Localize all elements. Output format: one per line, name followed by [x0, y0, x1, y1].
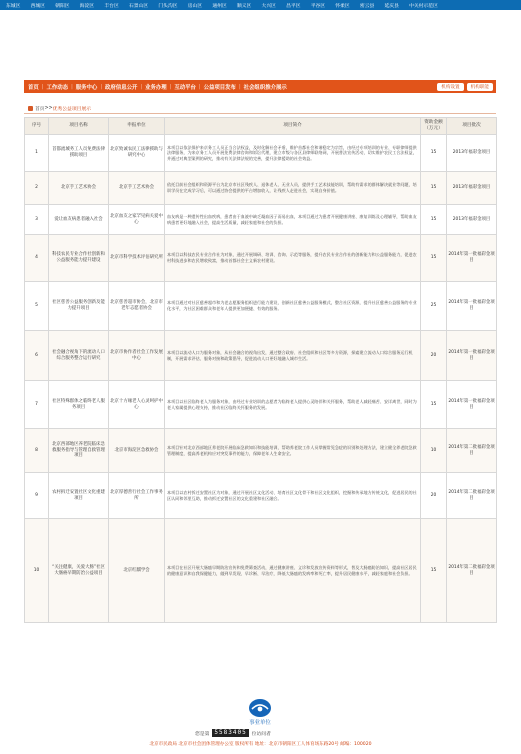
- row-number: 10: [25, 519, 49, 623]
- counter-prefix: 您是第: [195, 731, 210, 737]
- project-batch: 2014年第二批福彩金项目: [447, 473, 497, 519]
- project-batch: 2013年福彩金项目: [447, 135, 497, 172]
- project-name[interactable]: 北京西部地区养老院临床急救服务指导与管理自救管理项目: [49, 429, 109, 473]
- row-number: 7: [25, 381, 49, 429]
- project-intro: 本项目以社区临终老人为服务对象，由经过专业培训的志愿者为临终老人提供心灵陪伴和关怀服务，帮助老人减轻痛苦、安详离世，同时为老人家属提供心理支持，推动社区临终关怀服务的发展。: [165, 381, 421, 429]
- project-batch: 2013年福彩金项目: [447, 172, 497, 205]
- applicant-org: 北京手工艺术协会: [109, 172, 165, 205]
- project-name[interactable]: 科技农民专业合作社创新和公益服务能力提升建设: [49, 235, 109, 282]
- row-number: 9: [25, 473, 49, 519]
- table-row: [25, 519, 497, 623]
- applicant-org: 北京致诚农民工法律援助与研究中心: [109, 135, 165, 172]
- project-batch: 2014年第一批福彩金项目: [447, 235, 497, 282]
- nav-right-buttons: [437, 83, 493, 91]
- district-link[interactable]: 大兴区: [261, 3, 276, 9]
- funding-amount: 15: [421, 172, 447, 205]
- applicant-org: 北京市协作者社会工作发展中心: [109, 331, 165, 381]
- district-link[interactable]: 延庆县: [384, 3, 399, 9]
- project-batch: 2014年第一批福彩金项目: [447, 381, 497, 429]
- applicant-org: 北京十方缘老人心灵呵护中心: [109, 381, 165, 429]
- home-icon: [28, 106, 33, 111]
- project-intro: 依托目前社会组织和资源平台为北京市社区残疾人、退休老人、无业人员，提供手工艺术技能培训，帮助有需求的群体解决就业等问题，培训学员在完成学习后，可以通过协会提供的平台增加收入，让残疾人走进社会，实现自身价值。: [165, 172, 421, 205]
- funding-amount: 15: [421, 205, 447, 235]
- district-link[interactable]: 中关村示范区: [409, 3, 438, 9]
- table-header-row: [25, 118, 497, 135]
- counter-digits: 5583405: [214, 729, 247, 736]
- district-link[interactable]: 平谷区: [310, 3, 326, 9]
- breadcrumb-home[interactable]: 首页: [35, 107, 45, 112]
- funding-amount: 20: [421, 473, 447, 519]
- table-row: [25, 205, 497, 235]
- table-row: [25, 331, 497, 381]
- table-row: [25, 135, 497, 172]
- project-name[interactable]: “关注健康，关爱大肠”社区大肠癌早期防治公益项目: [49, 519, 109, 623]
- col-header-name: 项目名称: [49, 118, 109, 135]
- funding-amount: 15: [421, 235, 447, 282]
- nav-separator: |: [238, 83, 241, 90]
- project-name[interactable]: 爱让血友病患者融入社会: [49, 205, 109, 235]
- row-number: 3: [25, 205, 49, 235]
- breadcrumb: [24, 104, 496, 114]
- district-link[interactable]: 密云县: [359, 3, 375, 9]
- district-link[interactable]: 石景山区: [128, 3, 149, 9]
- district-link[interactable]: 通州区: [212, 3, 227, 9]
- project-name[interactable]: 农村拆迁安置社区文化重建项目: [49, 473, 109, 519]
- district-bar: [0, 0, 521, 10]
- col-header-amount: 资助金额（万元）: [421, 118, 447, 135]
- funding-amount: 10: [421, 429, 447, 473]
- row-number: 4: [25, 235, 49, 282]
- table-row: [25, 473, 497, 519]
- project-name[interactable]: 首都流城务工人员免费法律援助项目: [49, 135, 109, 172]
- funding-amount: 15: [421, 519, 447, 623]
- project-batch: 2014年第一批福彩金项目: [447, 282, 497, 331]
- row-number: 1: [25, 135, 49, 172]
- logo-text: 事业单位: [249, 720, 271, 726]
- district-link[interactable]: 门头沟区: [158, 3, 178, 9]
- funding-amount: 15: [421, 381, 447, 429]
- nav-item[interactable]: 互动平台: [174, 84, 196, 91]
- applicant-org: 北京市科学技术评估研究所: [109, 235, 165, 282]
- nav-separator: |: [71, 83, 73, 90]
- org-structure-button[interactable]: 机构设置: [437, 83, 463, 91]
- breadcrumb-separator: >>: [44, 106, 53, 111]
- project-name[interactable]: 社区慈善公益服务创新及能力提升项目: [49, 282, 109, 331]
- counter-suffix: 位访问者: [251, 731, 271, 737]
- project-batch: 2014年第二批福彩金项目: [447, 519, 497, 623]
- project-batch: 2014年第一批福彩金项目: [447, 331, 497, 381]
- table-row: [25, 429, 497, 473]
- row-number: 2: [25, 172, 49, 205]
- nav-separator: |: [198, 83, 201, 90]
- table-row: [25, 235, 497, 282]
- district-link[interactable]: 东城区: [6, 3, 21, 9]
- nav-item[interactable]: 业务办理: [145, 84, 167, 91]
- nav-separator: |: [41, 83, 44, 90]
- applicant-org: 北京红麒学会: [109, 519, 165, 623]
- col-header-batch: 项目批次: [447, 118, 497, 135]
- nav-item[interactable]: 公益项目发布: [203, 84, 236, 91]
- row-number: 8: [25, 429, 49, 473]
- district-link[interactable]: 朝阳区: [55, 3, 70, 9]
- table-row: [25, 381, 497, 429]
- project-intro: 本项目在社区开展大肠癌早期防治宣传和免费筛查活动，通过健康讲座、义诊和发放宣传资料等形式，普及大肠癌防治知识，提高社区居民的健康意识和自我保健能力，做到早发现、早诊断、早治疗，降低大肠癌的发病率和死亡率，提升居民健康水平，减轻家庭和社会负担。: [165, 519, 421, 623]
- row-number: 6: [25, 331, 49, 381]
- project-batch: 2013年福彩金项目: [447, 205, 497, 235]
- table-body: [25, 135, 497, 623]
- project-intro: 本项目以依法保护来京务工人员正当合法权益，及时化解社会矛盾，维护首都社会和谐稳定为宗旨，由经过专项培训的专业、专职律师提供法律服务，为来京务工人员开展免费法律咨询和诉讼代理，建立市级与各区县律师联络网，开展普法宣传活动，切实维护农民工合法权益，并通过对典型案例的研究，推动有关法律法规的完善，提升法律援助的社会效益。: [165, 135, 421, 172]
- col-header-org: 申报单位: [109, 118, 165, 135]
- breadcrumb-current: 优秀公益项目展示: [52, 107, 92, 112]
- visitor-counter: [195, 728, 335, 738]
- row-number: 5: [25, 282, 49, 331]
- project-intro: 本项目通过对社区慈善超市和为老志愿服务组织进行能力建设，创新社区慈善公益服务模式，整合社区资源，提升社区慈善公益服务的专业化水平，为社区困难群众和老年人提供更加便捷、有效的服务。: [165, 282, 421, 331]
- nav-item[interactable]: 工作动态: [46, 84, 69, 91]
- project-intro: 本项目针对北京西部地区养老院开展临床急救知识和技能培训，帮助养老院工作人员掌握常见急症的识别和处理方法，建立健全养老院急救管理制度，提高养老机构应对突发事件的能力，保障老年人生命安全。: [165, 429, 421, 473]
- project-name[interactable]: 社区特殊群体之临终老人服务项目: [49, 381, 109, 429]
- project-intro: 本项目以农村拆迁安置社区为对象，通过开展社区文化活动、培育社区文化骨干和社区文化组织，挖掘和传承地方传统文化，促进居民的社区认同和邻里互助，推动拆迁安置社区的文化重建和社区融合。: [165, 473, 421, 519]
- nav-separator: |: [140, 83, 143, 90]
- district-link[interactable]: 顺义区: [236, 3, 252, 9]
- district-link[interactable]: 昌平区: [286, 3, 301, 9]
- project-name[interactable]: 社会融合视角下的流动人口综合服务整合运行研究: [49, 331, 109, 381]
- table-row: [25, 172, 497, 205]
- main-nav: [24, 80, 496, 93]
- col-header-intro: 项目简介: [165, 118, 421, 135]
- project-batch: 2014年第二批福彩金项目: [447, 429, 497, 473]
- funding-amount: 15: [421, 135, 447, 172]
- footer-copyright: 北京市民政局 北京市社会团体管理办公室 版权所有 地址：北京市朝阳区工人体育场东路20号 邮编：100020: [149, 742, 372, 747]
- nav-item[interactable]: 社会组织推介展示: [243, 84, 287, 91]
- applicant-org: 北京慈善超市协会，北京市老年志愿者协会: [109, 282, 165, 331]
- project-intro: 血友病是一种遗传性出血疾病，患者由于血液中缺乏凝血因子而易出血，本项目通过为患者开展健康讲座、康复训练及心理辅导，帮助血友病患者更好地融入社会，提高生活质量，减轻家庭和社会的负担。: [165, 205, 421, 235]
- col-header-no: 序号: [25, 118, 49, 135]
- funding-amount: 20: [421, 331, 447, 381]
- applicant-org: 北京厚德善行社会工作事务所: [109, 473, 165, 519]
- table-row: [25, 282, 497, 331]
- project-intro: 本项目以科技农民专业合作社为对象，通过开展调研、培训、咨询、示范等服务，提升农民专业合作社的创新能力和公益服务能力，促进农村科技进步和农民增收致富，推动首都社会主义新农村建设。: [165, 235, 421, 282]
- nav-item[interactable]: 首页: [28, 84, 39, 91]
- applicant-org: 北京市海淀区急救协会: [109, 429, 165, 473]
- district-link[interactable]: 丰台区: [104, 3, 119, 9]
- district-link[interactable]: 西城区: [30, 3, 45, 9]
- district-link[interactable]: 怀柔区: [335, 3, 350, 9]
- nav-item[interactable]: 政府信息公开: [105, 84, 138, 91]
- nav-separator: |: [169, 83, 172, 90]
- project-table: [24, 117, 497, 623]
- institution-logo: [233, 697, 287, 727]
- org-function-button[interactable]: 机构职能: [467, 83, 493, 91]
- district-link[interactable]: 房山区: [187, 3, 203, 9]
- district-link[interactable]: 海淀区: [79, 3, 95, 9]
- applicant-org: 北京血友之家罕见病关爱中心: [109, 205, 165, 235]
- nav-item[interactable]: 服务中心: [75, 84, 98, 91]
- nav-separator: |: [100, 83, 103, 90]
- project-intro: 本项目以流动人口为服务对象，从社会融合的视角出发，通过整合政府、社会组织和社区等多方资源，探索建立流动人口综合服务运行机制，开展需求评估、服务对接和政策倡导，促进流动人口更好地融入城市生活。: [165, 331, 421, 381]
- funding-amount: 25: [421, 282, 447, 331]
- project-name[interactable]: 北京手工艺术协会: [49, 172, 109, 205]
